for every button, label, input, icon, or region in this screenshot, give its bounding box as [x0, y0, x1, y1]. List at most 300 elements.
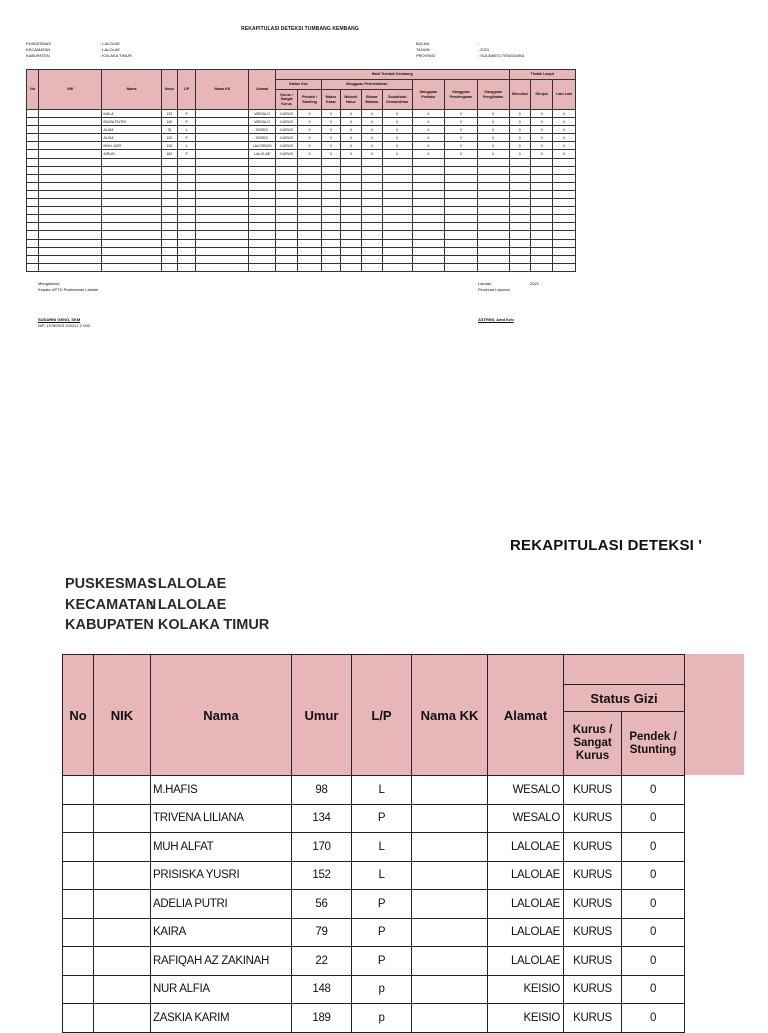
table-cell [553, 207, 576, 215]
table-cell: 0 [553, 134, 576, 142]
table-cell [275, 231, 297, 239]
table-cell: 0 [622, 947, 685, 976]
table-cell [161, 199, 177, 207]
table-cell [249, 223, 276, 231]
table-cell [382, 255, 412, 263]
table-cell: KURUS [564, 861, 622, 890]
table-cell [509, 174, 530, 182]
table-cell [63, 804, 94, 833]
table-cell: 0 [477, 110, 509, 118]
table-cell: 0 [445, 126, 478, 134]
table-cell: 0 [530, 110, 552, 118]
table-cell [196, 134, 249, 142]
table-cell: 170 [292, 833, 352, 862]
table-cell: 0 [445, 150, 478, 158]
table-cell: 0 [341, 110, 361, 118]
table-cell [412, 247, 445, 255]
col-nama: Nama [151, 655, 292, 776]
table-cell: 0 [445, 110, 478, 118]
table-cell [553, 199, 576, 207]
table-cell: ALISA [102, 134, 161, 142]
sign-year: 2021 [530, 281, 539, 286]
table-cell [412, 199, 445, 207]
col-nama-kk: Nama KK [412, 655, 488, 776]
table-cell: WESALO [488, 804, 564, 833]
table-cell [39, 118, 102, 126]
table-cell: P [352, 890, 412, 919]
table-cell [382, 190, 412, 198]
table-cell [196, 126, 249, 134]
table-cell: 0 [553, 110, 576, 118]
table-cell [477, 182, 509, 190]
table-cell: 0 [553, 118, 576, 126]
table-cell: LALOLAE [488, 918, 564, 947]
table-row [27, 199, 576, 207]
table-cell: 0 [298, 118, 321, 126]
table-cell: 0 [382, 150, 412, 158]
table-cell [196, 223, 249, 231]
table-cell [412, 166, 445, 174]
header-overflow [684, 654, 744, 775]
table-cell [63, 918, 94, 947]
table-cell [321, 255, 340, 263]
table-cell [196, 263, 249, 271]
table-cell [477, 166, 509, 174]
table-cell [341, 174, 361, 182]
signer-nip: NIP. 19780923 200212 2 006 [38, 323, 90, 328]
table-cell [361, 199, 382, 207]
col-perilaku: Gangguan Perilaku [412, 80, 445, 110]
table-cell [412, 223, 445, 231]
table-cell [412, 947, 488, 976]
table-cell: 0 [361, 150, 382, 158]
col-kurus: Kurus / Sangat Kurus [564, 712, 622, 776]
table-cell [361, 158, 382, 166]
table-cell [275, 199, 297, 207]
col-hasil: Hasil Tumbuh Kembang [275, 70, 509, 80]
table-cell [39, 247, 102, 255]
meta-zoomed [65, 574, 269, 636]
table-cell [530, 231, 552, 239]
report-table-thumbnail [26, 69, 576, 272]
table-cell: 0 [509, 134, 530, 142]
table-cell [530, 239, 552, 247]
table-cell [412, 231, 445, 239]
table-cell [477, 199, 509, 207]
report-page-thumbnail [0, 0, 768, 500]
table-cell [412, 239, 445, 247]
table-cell: P [177, 134, 195, 142]
table-cell [341, 190, 361, 198]
table-cell [477, 223, 509, 231]
sign-line: Kepala UPTD Puskesmas Lalolae [38, 287, 99, 292]
table-cell [412, 861, 488, 890]
table-cell [63, 890, 94, 919]
table-cell: ADELIA PUTRI [151, 890, 292, 919]
table-cell [161, 223, 177, 231]
table-cell: P [177, 150, 195, 158]
table-cell [553, 166, 576, 174]
table-cell [102, 223, 161, 231]
col-nama: Nama [102, 70, 161, 110]
table-cell [477, 207, 509, 215]
col-motorik-halus: Motorik Halus [341, 90, 361, 110]
table-cell [477, 263, 509, 271]
table-cell [94, 918, 151, 947]
table-cell: 0 [382, 134, 412, 142]
table-cell [177, 199, 195, 207]
table-cell [196, 118, 249, 126]
table-row [27, 223, 576, 231]
table-cell [249, 158, 276, 166]
table-cell [275, 215, 297, 223]
table-cell [39, 231, 102, 239]
table-cell: 0 [361, 134, 382, 142]
table-cell [161, 166, 177, 174]
table-cell [530, 190, 552, 198]
table-cell [412, 975, 488, 1004]
table-row [63, 890, 685, 919]
table-cell [445, 182, 478, 190]
table-cell: 0 [553, 126, 576, 134]
table-row [27, 174, 576, 182]
table-cell [361, 166, 382, 174]
table-cell [412, 804, 488, 833]
table-cell [249, 255, 276, 263]
col-no: No [63, 655, 94, 776]
table-cell: 0 [341, 134, 361, 142]
col-lain: Lain-Lain [553, 80, 576, 110]
table-cell [275, 190, 297, 198]
table-cell [177, 223, 195, 231]
meta-value: : LALOLAE [100, 47, 121, 52]
table-cell: 0 [298, 110, 321, 118]
table-cell: 116 [161, 142, 177, 150]
table-cell [94, 975, 151, 1004]
table-cell [341, 223, 361, 231]
table-cell [102, 166, 161, 174]
table-cell: P [177, 110, 195, 118]
table-cell [102, 231, 161, 239]
meta-label: PUSKESMAS [26, 41, 51, 46]
table-cell [382, 166, 412, 174]
table-cell: 0 [412, 150, 445, 158]
table-cell [445, 199, 478, 207]
table-cell [445, 247, 478, 255]
table-cell: KAIRA [151, 918, 292, 947]
table-cell: 0 [341, 150, 361, 158]
table-cell [445, 263, 478, 271]
table-cell: 0 [477, 150, 509, 158]
meta-right [416, 41, 524, 59]
table-cell: LALOSINGI [249, 142, 276, 150]
table-cell [445, 215, 478, 223]
table-cell [530, 174, 552, 182]
table-cell [341, 182, 361, 190]
col-alamat: Alamat [249, 70, 276, 110]
signature-left [38, 281, 98, 329]
table-cell [321, 223, 340, 231]
table-cell: 0 [622, 890, 685, 919]
table-row [27, 247, 576, 255]
table-cell: LALOLAE [249, 150, 276, 158]
meta-label: PROVINSI [416, 53, 436, 58]
meta-value: : [478, 41, 480, 46]
table-cell [161, 174, 177, 182]
table-cell [27, 142, 39, 150]
meta-label: BULAN [416, 41, 430, 46]
table-cell [249, 215, 276, 223]
table-cell: 0 [530, 134, 552, 142]
table-cell: 79 [292, 918, 352, 947]
table-cell: 0 [622, 975, 685, 1004]
table-row [63, 776, 685, 805]
meta-value: : SULAWESI TENGGARA [478, 53, 525, 58]
table-row [27, 231, 576, 239]
table-cell [177, 207, 195, 215]
table-cell [445, 231, 478, 239]
table-cell [361, 207, 382, 215]
table-cell [382, 207, 412, 215]
table-cell: L [177, 142, 195, 150]
table-cell: 0 [477, 118, 509, 126]
col-status-gizi: Status Gizi [564, 685, 685, 712]
table-cell: KAILA [102, 110, 161, 118]
col-hasil-cut [564, 655, 685, 685]
table-cell: KURUS [564, 804, 622, 833]
table-cell [509, 207, 530, 215]
table-cell: 0 [509, 150, 530, 158]
table-cell [412, 255, 445, 263]
table-cell: 0 [477, 134, 509, 142]
table-cell: 0 [530, 142, 552, 150]
table-cell [509, 231, 530, 239]
table-cell: 0 [341, 126, 361, 134]
table-cell [39, 223, 102, 231]
table-cell [412, 182, 445, 190]
table-cell [63, 975, 94, 1004]
table-cell [161, 239, 177, 247]
table-cell [102, 190, 161, 198]
table-cell: 0 [298, 134, 321, 142]
table-cell [298, 182, 321, 190]
table-cell [509, 166, 530, 174]
table-cell [509, 263, 530, 271]
table-cell [341, 239, 361, 247]
meta-label: KABUPATEN [65, 617, 154, 633]
table-cell [382, 263, 412, 271]
table-cell [382, 199, 412, 207]
table-cell [94, 890, 151, 919]
table-cell [39, 134, 102, 142]
table-cell [477, 231, 509, 239]
table-cell [553, 223, 576, 231]
table-row [27, 110, 576, 118]
table-cell: P [352, 804, 412, 833]
table-cell: KURUS [275, 126, 297, 134]
table-cell [509, 215, 530, 223]
table-row [27, 134, 576, 142]
table-cell [412, 190, 445, 198]
col-pendek: Pendek / Stunting [622, 712, 685, 776]
table-row [27, 190, 576, 198]
sign-line: Lalolae, [478, 281, 493, 286]
table-cell: 0 [445, 142, 478, 150]
col-dirujuk: Dirujuk [530, 80, 552, 110]
table-cell [196, 150, 249, 158]
col-lp: L/P [352, 655, 412, 776]
table-cell [27, 231, 39, 239]
table-cell: PRISISKA YUSRI [151, 861, 292, 890]
table-cell [445, 207, 478, 215]
table-cell [27, 182, 39, 190]
table-cell [249, 199, 276, 207]
table-cell [27, 158, 39, 166]
table-row [27, 158, 576, 166]
table-cell [530, 199, 552, 207]
table-cell: 0 [321, 110, 340, 118]
table-cell [102, 247, 161, 255]
table-cell: 120 [161, 134, 177, 142]
table-cell [445, 239, 478, 247]
table-cell [530, 158, 552, 166]
table-cell [341, 263, 361, 271]
table-cell: 22 [292, 947, 352, 976]
table-row [27, 150, 576, 158]
table-cell [161, 158, 177, 166]
meta-left [26, 41, 132, 59]
table-cell: 0 [509, 110, 530, 118]
table-cell [27, 207, 39, 215]
col-pendek: Pendek / Stunting [298, 90, 321, 110]
table-cell [321, 190, 340, 198]
table-cell: LALOLAE [488, 833, 564, 862]
table-cell [530, 166, 552, 174]
signer-name: ASTRINI, Amd Keb [478, 317, 514, 322]
signature-right [478, 281, 539, 323]
table-cell [102, 199, 161, 207]
table-cell: 0 [509, 142, 530, 150]
table-cell [530, 247, 552, 255]
table-cell [412, 833, 488, 862]
table-cell: p [352, 975, 412, 1004]
table-row [63, 975, 685, 1004]
table-cell [412, 207, 445, 215]
report-title-zoomed: REKAPITULASI DETEKSI ' [510, 537, 703, 554]
table-cell: 0 [622, 776, 685, 805]
table-cell [445, 158, 478, 166]
table-cell [445, 174, 478, 182]
table-cell: 0 [445, 134, 478, 142]
meta-label: KECAMATAN [26, 47, 51, 52]
meta-label: TAHUN [416, 47, 430, 52]
table-cell [196, 207, 249, 215]
table-cell: 0 [298, 150, 321, 158]
table-cell [530, 207, 552, 215]
table-cell: p [352, 1004, 412, 1033]
table-cell [102, 207, 161, 215]
table-cell [553, 231, 576, 239]
table-cell [298, 158, 321, 166]
table-cell [298, 207, 321, 215]
table-row [27, 263, 576, 271]
col-pendengaran: Gangguan Pendengaran [445, 80, 478, 110]
table-cell: L [352, 861, 412, 890]
table-cell: 0 [412, 142, 445, 150]
table-cell [102, 174, 161, 182]
table-cell: 0 [622, 918, 685, 947]
col-bicara: Bicara Bahasa [361, 90, 382, 110]
table-cell: KURUS [275, 150, 297, 158]
table-cell: 0 [553, 150, 576, 158]
table-cell: 0 [412, 110, 445, 118]
table-cell: 0 [622, 861, 685, 890]
table-cell [275, 247, 297, 255]
table-cell: 0 [477, 142, 509, 150]
table-cell [39, 150, 102, 158]
table-cell [196, 199, 249, 207]
table-cell [94, 833, 151, 862]
table-cell [321, 263, 340, 271]
sign-line: Mengetahui, [38, 281, 61, 286]
table-cell [196, 142, 249, 150]
table-cell [275, 239, 297, 247]
table-cell: M.HAFIS [151, 776, 292, 805]
table-cell [102, 255, 161, 263]
table-row [63, 833, 685, 862]
table-cell [196, 190, 249, 198]
meta-label: KABUPATEN [26, 53, 50, 58]
table-row [27, 255, 576, 263]
table-cell: KURUS [275, 110, 297, 118]
table-cell: MUH ALFAT [151, 833, 292, 862]
table-cell [249, 174, 276, 182]
table-cell [298, 239, 321, 247]
table-cell [102, 158, 161, 166]
table-cell [412, 158, 445, 166]
table-cell [341, 231, 361, 239]
table-cell [249, 239, 276, 247]
table-cell [196, 231, 249, 239]
table-cell [39, 263, 102, 271]
table-cell [177, 239, 195, 247]
table-cell [196, 215, 249, 223]
table-cell: RAFIQAH AZ ZAKINAH [151, 947, 292, 976]
table-cell [412, 776, 488, 805]
table-cell [196, 174, 249, 182]
table-cell [177, 215, 195, 223]
table-cell [445, 223, 478, 231]
table-row [63, 804, 685, 833]
table-cell [63, 861, 94, 890]
table-cell [321, 199, 340, 207]
table-cell [530, 255, 552, 263]
table-cell [196, 110, 249, 118]
table-cell: 132 [161, 110, 177, 118]
table-cell [298, 166, 321, 174]
table-cell: AIRUN [102, 150, 161, 158]
col-makro: Makro Kasar [321, 90, 340, 110]
table-cell [249, 231, 276, 239]
table-cell [94, 861, 151, 890]
table-cell [477, 190, 509, 198]
table-cell [321, 231, 340, 239]
table-cell [249, 166, 276, 174]
table-cell [298, 255, 321, 263]
table-cell [382, 247, 412, 255]
meta-value: : LALOLAE [100, 41, 121, 46]
table-cell [321, 247, 340, 255]
